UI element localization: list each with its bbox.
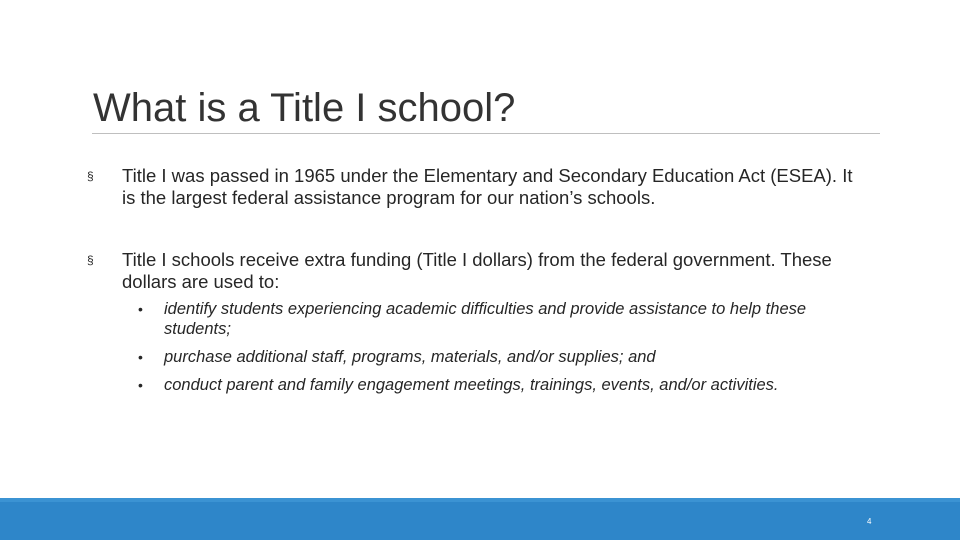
sub-bullet-marker: •	[138, 301, 143, 317]
slide-title: What is a Title I school?	[93, 86, 516, 130]
sub-bullet-marker: •	[138, 377, 143, 393]
sub-bullet-text: purchase additional staff, programs, materials, and/or supplies; and	[164, 348, 656, 366]
sub-bullet-item	[138, 375, 858, 395]
footer-bar-accent	[0, 498, 960, 502]
page-number: 4	[867, 517, 872, 526]
title-divider	[92, 133, 880, 134]
sub-bullet-item	[138, 299, 858, 339]
sub-bullet-text: conduct parent and family engagement meetings, trainings, events, and/or activities.	[164, 376, 779, 394]
bullet-text-1: Title I was passed in 1965 under the Elementary and Secondary Education Act (ESEA). It is the largest federal assistance program for our nation’s schools.	[122, 165, 853, 208]
bullet-marker-2: §	[87, 253, 94, 267]
sub-bullet-marker: •	[138, 349, 143, 365]
sub-bullet-list	[138, 299, 858, 403]
footer-bar	[0, 498, 960, 540]
bullet-text-2: Title I schools receive extra funding (Title I dollars) from the federal government. These dollars are used to:	[122, 249, 832, 292]
bullet-marker-1: §	[87, 169, 94, 183]
sub-bullet-text: identify students experiencing academic difficulties and provide assistance to help these students;	[164, 300, 807, 338]
sub-bullet-item	[138, 347, 858, 367]
